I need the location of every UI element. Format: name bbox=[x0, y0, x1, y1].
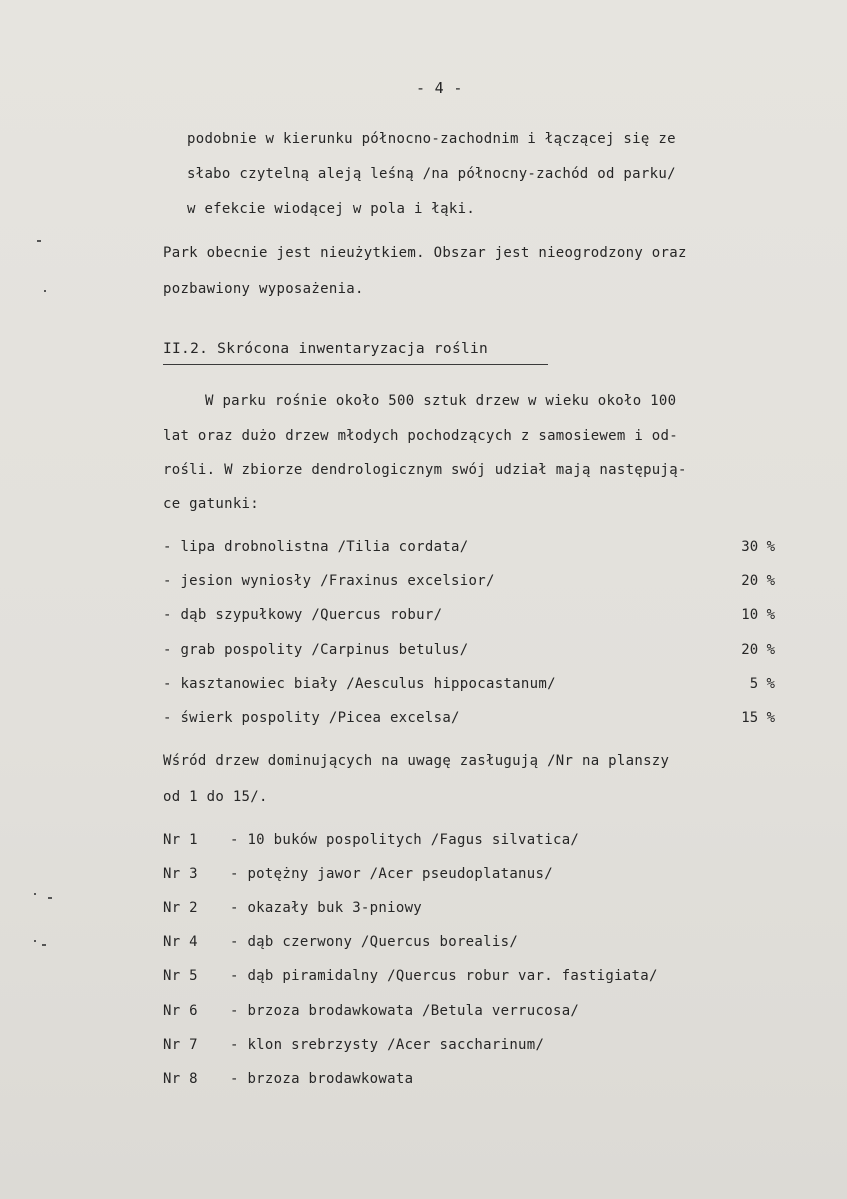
paragraph-line: w efekcie wiodącej w pola i łąki. bbox=[187, 201, 476, 217]
tree-number: Nr 5 bbox=[163, 968, 198, 984]
paragraph-line: lat oraz dużo drzew młodych pochodzących z samosiewem i od- bbox=[163, 428, 678, 444]
tree-description: - dąb piramidalny /Quercus robur var. fastigiata/ bbox=[230, 968, 658, 984]
margin-mark bbox=[48, 897, 52, 899]
tree-number: Nr 8 bbox=[163, 1071, 198, 1087]
heading-underline bbox=[163, 364, 548, 365]
paragraph-line: W parku rośnie około 500 sztuk drzew w wieku około 100 bbox=[205, 393, 677, 409]
tree-description: - klon srebrzysty /Acer saccharinum/ bbox=[230, 1037, 545, 1053]
tree-number: Nr 2 bbox=[163, 900, 198, 916]
page-number: - 4 - bbox=[416, 79, 463, 97]
margin-mark bbox=[42, 944, 46, 946]
species-name: - jesion wyniosły /Fraxinus excelsior/ bbox=[163, 573, 495, 589]
tree-description: - dąb czerwony /Quercus borealis/ bbox=[230, 934, 519, 950]
species-percent: 30 % bbox=[741, 539, 775, 555]
tree-description: - brzoza brodawkowata bbox=[230, 1071, 414, 1087]
paragraph-line: pozbawiony wyposażenia. bbox=[163, 281, 364, 297]
paragraph-line: podobnie w kierunku północno-zachodnim i łączącej się ze bbox=[187, 131, 676, 147]
margin-mark bbox=[44, 290, 46, 292]
tree-number: Nr 6 bbox=[163, 1003, 198, 1019]
paragraph-line: rośli. W zbiorze dendrologicznym swój udział mają następują- bbox=[163, 462, 687, 478]
section-heading: II.2. Skrócona inwentaryzacja roślin bbox=[163, 341, 489, 357]
species-name: - grab pospolity /Carpinus betulus/ bbox=[163, 642, 469, 658]
tree-number: Nr 1 bbox=[163, 832, 198, 848]
tree-number: Nr 4 bbox=[163, 934, 198, 950]
tree-number: Nr 3 bbox=[163, 866, 198, 882]
margin-mark bbox=[34, 893, 36, 895]
tree-description: - potężny jawor /Acer pseudoplatanus/ bbox=[230, 866, 553, 882]
tree-description: - okazały buk 3-pniowy bbox=[230, 900, 423, 916]
paragraph-line: słabo czytelną aleją leśną /na północny-zachód od parku/ bbox=[187, 166, 676, 182]
species-name: - świerk pospolity /Picea excelsa/ bbox=[163, 710, 460, 726]
species-percent: 10 % bbox=[741, 607, 775, 623]
margin-mark bbox=[34, 940, 36, 942]
paragraph-line: od 1 do 15/. bbox=[163, 789, 268, 805]
species-percent: 15 % bbox=[741, 710, 775, 726]
species-name: - lipa drobnolistna /Tilia cordata/ bbox=[163, 539, 469, 555]
tree-number: Nr 7 bbox=[163, 1037, 198, 1053]
species-percent: 20 % bbox=[741, 573, 775, 589]
paragraph-line: Wśród drzew dominujących na uwagę zasługują /Nr na planszy bbox=[163, 753, 670, 769]
paragraph-line: Park obecnie jest nieużytkiem. Obszar jest nieogrodzony oraz bbox=[163, 245, 687, 261]
tree-description: - 10 buków pospolitych /Fagus silvatica/ bbox=[230, 832, 580, 848]
margin-mark bbox=[37, 240, 41, 242]
species-percent: 5 % bbox=[749, 676, 775, 692]
species-name: - kasztanowiec biały /Aesculus hippocastanum/ bbox=[163, 676, 556, 692]
tree-description: - brzoza brodawkowata /Betula verrucosa/ bbox=[230, 1003, 580, 1019]
species-name: - dąb szypułkowy /Quercus robur/ bbox=[163, 607, 443, 623]
paragraph-line: ce gatunki: bbox=[163, 496, 260, 512]
species-percent: 20 % bbox=[741, 642, 775, 658]
